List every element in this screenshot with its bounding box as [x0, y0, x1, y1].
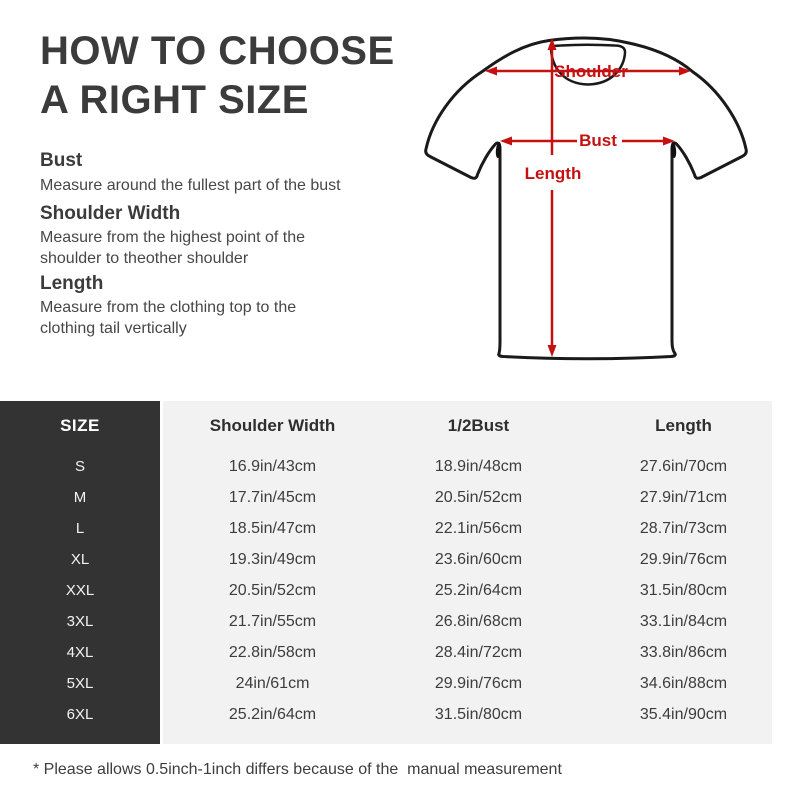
title-line-2: A RIGHT SIZE: [40, 78, 309, 122]
cell-length: 33.1in/84cm: [639, 612, 728, 630]
cell-bust: 29.9in/76cm: [434, 674, 523, 692]
bust-desc-line-1: Measure around the fullest part of the bust: [40, 177, 341, 194]
cell-shoulder: 20.5in/52cm: [228, 581, 317, 599]
table-row: [163, 482, 772, 513]
table-header-row: [163, 401, 772, 451]
size-row-label: 6XL: [66, 706, 94, 723]
size-row-label: XXL: [65, 582, 95, 599]
shoulder-desc-line-2: shoulder to theother shoulder: [40, 250, 249, 267]
cell-length: 35.4in/90cm: [639, 705, 728, 723]
table-body: [163, 451, 772, 730]
cell-length: 27.9in/71cm: [639, 488, 728, 506]
cell-shoulder: 24in/61cm: [235, 674, 310, 692]
table-row: [163, 544, 772, 575]
size-row-label: 4XL: [66, 644, 94, 661]
cell-bust: 28.4in/72cm: [434, 643, 523, 661]
cell-length: 34.6in/88cm: [639, 674, 728, 692]
size-column-header: SIZE: [60, 416, 100, 435]
header-half-bust: 1/2Bust: [447, 416, 510, 435]
table-row: [163, 637, 772, 668]
cell-bust: 20.5in/52cm: [434, 488, 523, 506]
length-section-description: [40, 297, 296, 339]
cell-bust: 25.2in/64cm: [434, 581, 523, 599]
size-row-label: 3XL: [66, 613, 94, 630]
cell-shoulder: 17.7in/45cm: [228, 488, 317, 506]
shoulder-measure-label: Shoulder: [554, 62, 628, 81]
cell-shoulder: 21.7in/55cm: [228, 612, 317, 630]
cell-shoulder: 22.8in/58cm: [228, 643, 317, 661]
cell-bust: 23.6in/60cm: [434, 550, 523, 568]
cell-shoulder: 19.3in/49cm: [228, 550, 317, 568]
cell-shoulder: 18.5in/47cm: [228, 519, 317, 537]
length-section-heading: Length: [40, 273, 104, 294]
title-line-1: HOW TO CHOOSE: [40, 29, 395, 73]
header-length: Length: [655, 416, 712, 435]
size-row-label: M: [73, 489, 87, 506]
size-column: [0, 401, 160, 744]
shoulder-section-description: [40, 227, 305, 269]
measurements-grid: [163, 401, 772, 744]
table-row: [163, 575, 772, 606]
bust-section-description: [40, 175, 341, 196]
bust-section-heading: Bust: [40, 150, 83, 171]
shoulder-section-heading: Shoulder Width: [40, 203, 181, 224]
shoulder-desc-line-1: Measure from the highest point of the: [40, 229, 306, 246]
size-row-label: S: [74, 458, 85, 475]
cell-bust: 31.5in/80cm: [434, 705, 523, 723]
cell-length: 33.8in/86cm: [639, 643, 728, 661]
cell-shoulder: 25.2in/64cm: [228, 705, 317, 723]
size-label-list: [0, 451, 160, 730]
table-row: [163, 606, 772, 637]
cell-length: 29.9in/76cm: [639, 550, 728, 568]
table-row: [163, 668, 772, 699]
cell-bust: 26.8in/68cm: [434, 612, 523, 630]
size-row-label: L: [75, 520, 85, 537]
cell-length: 27.6in/70cm: [639, 457, 728, 475]
length-measure-label: Length: [524, 164, 582, 183]
length-desc-line-1: Measure from the clothing top to the: [40, 299, 297, 316]
size-row-label: 5XL: [66, 675, 94, 692]
tshirt-outline: [426, 38, 747, 359]
size-row-label: XL: [70, 551, 90, 568]
cell-shoulder: 16.9in/43cm: [228, 457, 317, 475]
cell-bust: 22.1in/56cm: [434, 519, 523, 537]
table-row: [163, 699, 772, 730]
table-row: [163, 451, 772, 482]
length-desc-line-2: clothing tail vertically: [40, 320, 187, 337]
header-shoulder-width: Shoulder Width: [209, 416, 336, 435]
cell-bust: 18.9in/48cm: [434, 457, 523, 475]
size-table: [0, 401, 772, 744]
cell-length: 31.5in/80cm: [639, 581, 728, 599]
bust-measure-label: Bust: [579, 131, 617, 150]
cell-length: 28.7in/73cm: [639, 519, 728, 537]
page-title: [40, 27, 395, 125]
table-row: [163, 513, 772, 544]
measurement-disclaimer: * Please allows 0.5inch-1inch differs because of the manual measurement: [33, 761, 562, 778]
